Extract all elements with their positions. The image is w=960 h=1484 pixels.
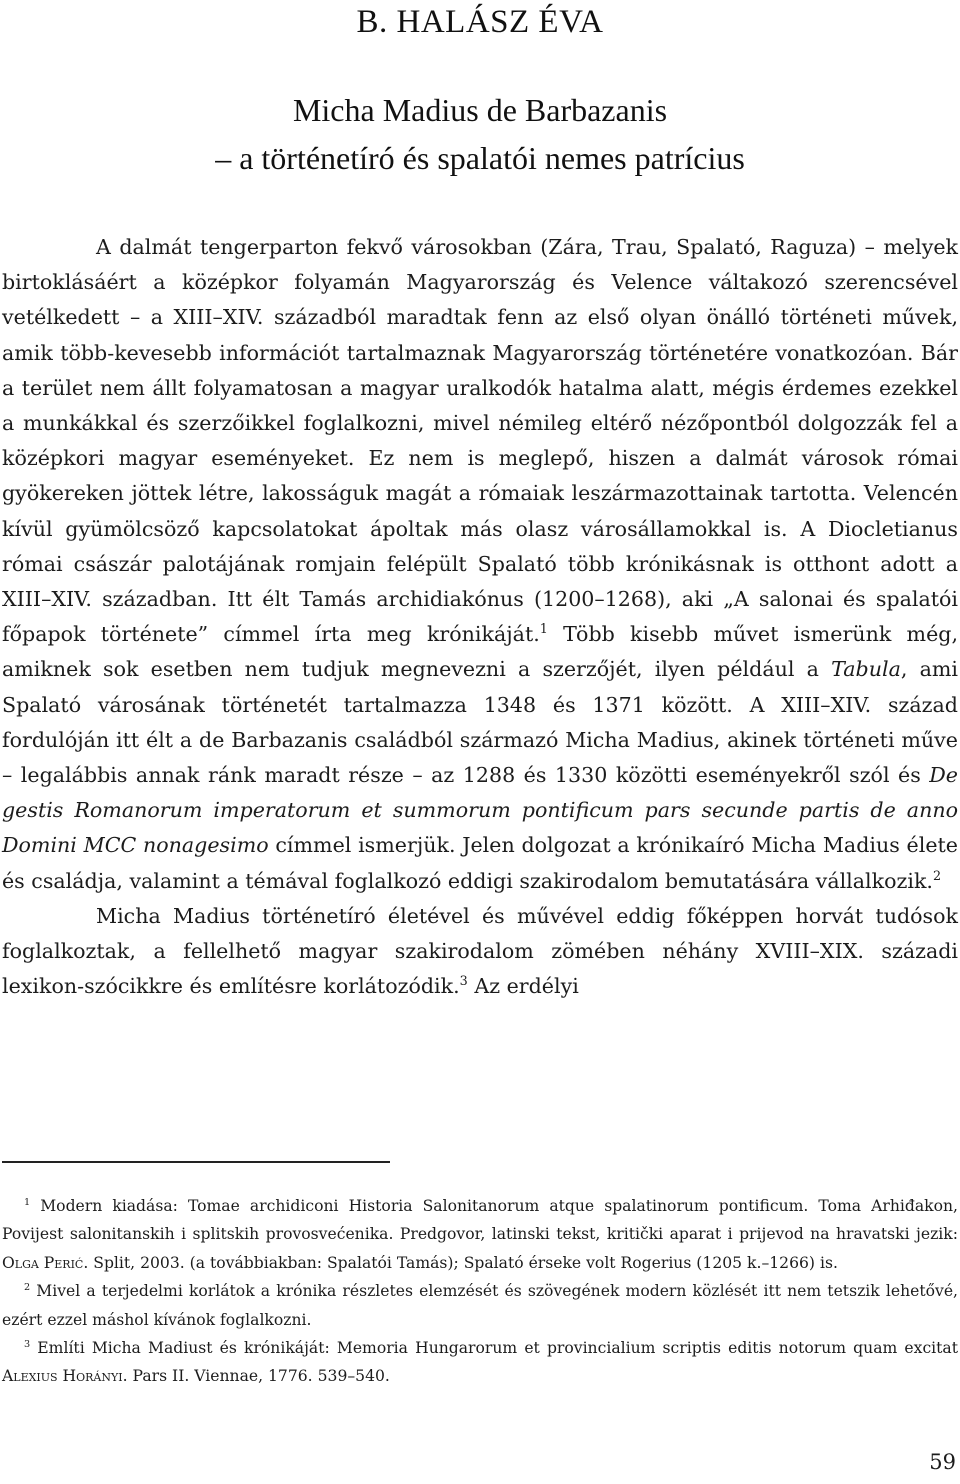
paragraph-1: [2, 230, 958, 899]
footnote-text: Említi Micha Madiust és krónikáját: Memoria Hungarorum et provincialium scriptis editis notorum quam excitat: [30, 1339, 958, 1358]
editor-name: Olga Perić: [2, 1253, 84, 1272]
italic-work-title: De gestis Romanorum imperatorum et summorum pontificum pars secunde partis de anno Domini MCC nonagesimo: [2, 763, 958, 858]
text-run: címmel ismerjük. Jelen dolgozat a krónikaíró Micha Madius élete és családja, valamint a témával foglalkozó eddigi szakirodalom bemutatására vállalkozik.: [2, 833, 958, 893]
footnote-text: Modern kiadása: Tomae archidiconi Historia Salonitanorum atque spalatinorum pontificum. Toma Arhiđakon, Povijest salonitanskih i splitskih provosvećenika. Predgovor, latinski tekst, kritički aparat i prijevod na hravatski jezik:: [2, 1197, 958, 1244]
footnotes: [2, 1192, 958, 1391]
page-number: 59: [929, 1450, 956, 1474]
article-title: Micha Madius de Barbazanis: [292, 92, 668, 128]
footnote-divider: [2, 1161, 390, 1163]
author-name: B. HALÁSZ ÉVA: [356, 4, 604, 40]
text-run: Micha Madius történetíró életével és művével eddig főképpen horvát tudósok foglalkoztak, a fellelhető magyar szakirodalom zömében néhány XVIII–XIX. századi lexikon-szócikkre és említésre korlátozódik.: [2, 903, 958, 999]
footnote-text: . Pars II. Viennae, 1776. 539–540.: [122, 1367, 390, 1386]
footnote-number: 1: [24, 1196, 31, 1208]
footnote-number: 2: [24, 1282, 31, 1294]
footnote-3: [2, 1334, 958, 1391]
footnote-text: . Split, 2003. (a továbbiakban: Spalatói Tamás); Spalató érseke volt Rogerius (1205 k.–1266) is.: [83, 1253, 838, 1272]
footnote-text: Mivel a terjedelmi korlátok a krónika részletes elemzését és szövegének modern közlését itt nem tetszik lehetővé, ezért ezzel máshol kívánok foglalkozni.: [2, 1282, 958, 1329]
main-text: [2, 230, 958, 1004]
footnote-1: [2, 1192, 958, 1277]
footnote-number: 3: [24, 1338, 31, 1350]
article-subtitle: – a történetíró és spalatói nemes patrícius: [215, 140, 745, 176]
footnote-ref-1[interactable]: 1: [539, 622, 548, 638]
footnote-ref-3[interactable]: 3: [459, 974, 468, 990]
text-run: , ami Spalató városának történetét tartalmazza 1348 és 1371 között. A XIII–XIV. század fordulóján itt élt a de Barbazanis családból származó Micha Madius, akinek történeti műve – legalábbis annak ránk maradt része – az 1288 és 1330 közötti eseményekről szól és: [2, 657, 958, 788]
author-reference-name: Alexius Horányi: [2, 1367, 123, 1386]
italic-title-tabula: Tabula: [831, 657, 901, 682]
footnote-2: [2, 1277, 958, 1334]
text-run: Az erdélyi: [467, 974, 579, 999]
footnote-ref-2[interactable]: 2: [932, 868, 942, 884]
text-run: Több kisebb művet ismerünk még, amiknek sok esetben nem tudjuk megnevezni a szerzőjét, ilyen például a: [2, 622, 958, 682]
text-run: A dalmát tengerparton fekvő városokban (Zára, Trau, Spalató, Raguza) – melyek birtoklásáért a középkor folyamán Magyarország és Velence váltakozó szerencsével vetélkedett – a XIII–XIV. századból maradtak fenn az első olyan önálló történeti művek, amik több-kevesebb információt tartalmaznak Magyarország történetére vonatkozóan. Bár a terület nem állt folyamatosan a magyar uralkodók hatalma alatt, mégis érdemes ezekkel a munkákkal és szerzőikkel foglalkozni, mivel némileg eltérő nézőpontból dolgozzák fel a középkori magyar eseményeket. Ez nem is meglepő, hiszen a dalmát városok római gyökereken jöttek létre, lakosságuk magát a rómaiak leszármazottainak tartotta. Velencén kívül gyümölcsöző kapcsolatokat ápoltak más olasz városállamokkal is. A Diocletianus római császár palotájának romjain felépült Spalató több krónikásnak is otthont adott a XIII–XIV. században. Itt élt Tamás archidiakónus (1200–1268), aki „A salonai és spalatói főpapok története” címmel írta meg krónikáját.: [2, 235, 958, 647]
paragraph-2: [2, 899, 958, 1005]
